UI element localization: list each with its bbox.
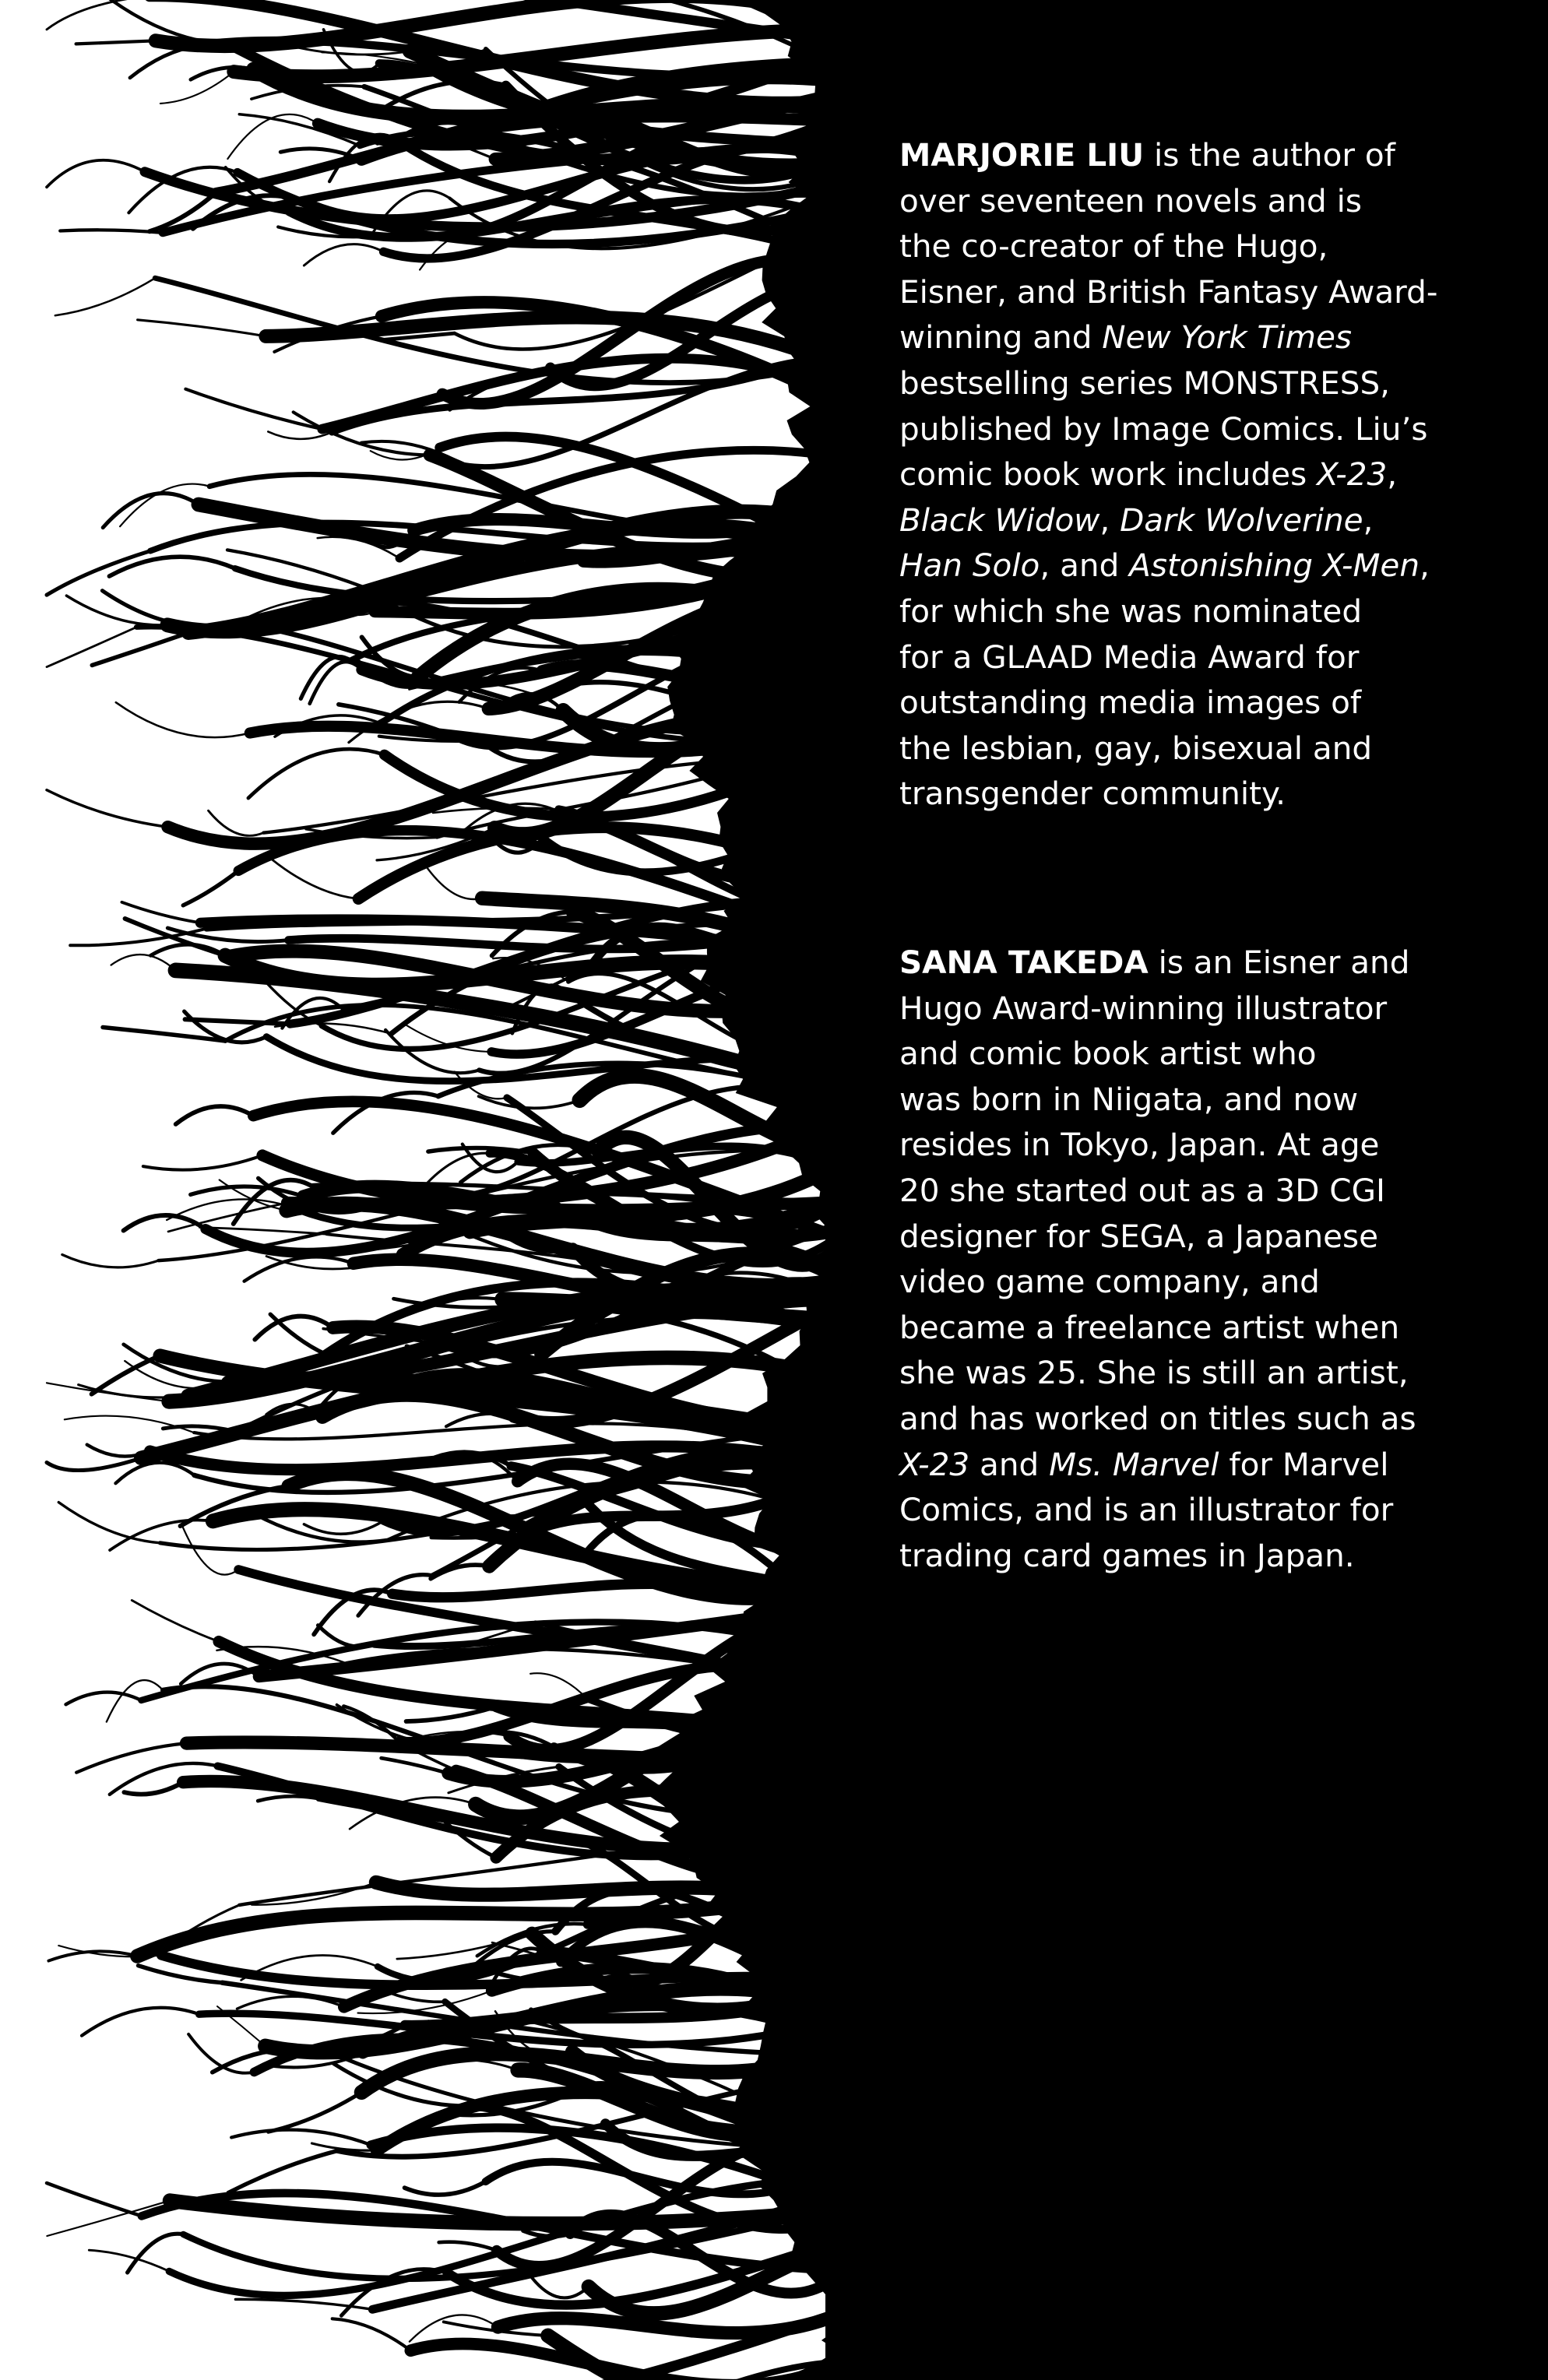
bio-sana-takeda bbox=[899, 940, 1515, 1578]
tendril-tip bbox=[304, 244, 383, 265]
bio-text: , bbox=[1420, 547, 1430, 585]
tendril-tip bbox=[124, 1782, 183, 1794]
tendril-tip bbox=[47, 790, 168, 827]
bio-text: outstanding media images of bbox=[899, 684, 1362, 722]
bio-text: was born in Niigata, and now bbox=[899, 1080, 1359, 1118]
bio-line bbox=[899, 1442, 1515, 1488]
tendril-tip bbox=[231, 2130, 371, 2145]
bio-line bbox=[899, 635, 1515, 680]
tendril-tip bbox=[228, 2151, 337, 2193]
bio-line bbox=[899, 1487, 1515, 1533]
bio-text: bestselling series MONSTRESS, bbox=[899, 364, 1391, 402]
title-italic: Black Widow bbox=[899, 501, 1100, 539]
bio-text: , bbox=[1363, 501, 1374, 539]
bio-text: comic book work includes bbox=[899, 455, 1318, 494]
tendril-tip bbox=[185, 389, 322, 429]
bio-text: for which she was nominated bbox=[899, 592, 1363, 630]
bio-text: trading card games in Japan. bbox=[899, 1536, 1355, 1574]
bio-text: Eisner, and British Fantasy Award- bbox=[899, 272, 1438, 311]
bio-text: and has worked on titles such as bbox=[899, 1399, 1416, 1437]
bio-line bbox=[899, 986, 1515, 1032]
bio-text: , bbox=[1387, 455, 1398, 494]
tendril-tip bbox=[66, 1693, 142, 1705]
bio-line bbox=[899, 1168, 1515, 1214]
tendril-tip bbox=[116, 1463, 195, 1484]
bio-line bbox=[899, 360, 1515, 406]
bio-text: published by Image Comics. Liu’s bbox=[899, 410, 1428, 448]
tendril-tip bbox=[47, 551, 150, 596]
title-italic: Ms. Marvel bbox=[1049, 1445, 1219, 1483]
bio-line bbox=[899, 223, 1515, 269]
bio-text: is an Eisner and bbox=[1148, 944, 1410, 981]
bio-line bbox=[899, 406, 1515, 452]
bio-name: MARJORIE LIU bbox=[899, 136, 1145, 174]
bio-line bbox=[899, 497, 1515, 543]
bio-line bbox=[899, 1214, 1515, 1260]
bio-line bbox=[899, 726, 1515, 772]
bio-text: resides in Tokyo, Japan. At age bbox=[899, 1126, 1380, 1164]
tendril-tip bbox=[248, 749, 385, 798]
tendril-tip bbox=[439, 2242, 497, 2251]
bio-text: for a GLAAD Media Award for bbox=[899, 638, 1360, 676]
tendril-tip bbox=[47, 2183, 142, 2216]
bio-line bbox=[899, 1533, 1515, 1579]
bio-line bbox=[899, 1350, 1515, 1396]
bio-line bbox=[899, 543, 1515, 589]
bio-text: is the author of bbox=[1144, 136, 1395, 174]
title-italic: Dark Wolverine bbox=[1120, 501, 1363, 539]
tendril-tip bbox=[47, 1458, 141, 1471]
bio-line bbox=[899, 132, 1515, 178]
bio-text: the lesbian, gay, bisexual and bbox=[899, 729, 1373, 767]
bio-line bbox=[899, 589, 1515, 635]
bio-text: and bbox=[969, 1445, 1050, 1483]
tendril-tip bbox=[138, 320, 266, 336]
bio-text: became a freelance artist when bbox=[899, 1308, 1400, 1346]
bio-text: the co-creator of the Hugo, bbox=[899, 227, 1328, 265]
bio-line bbox=[899, 1122, 1515, 1168]
tendril-tip bbox=[76, 1743, 186, 1773]
tendril-tip bbox=[304, 1521, 383, 1535]
tendril-tip bbox=[116, 702, 250, 737]
bio-line bbox=[899, 1077, 1515, 1123]
tendril-tip bbox=[65, 1416, 194, 1433]
tendril-tip bbox=[143, 1155, 262, 1170]
bio-line bbox=[899, 1031, 1515, 1077]
tendril-tip bbox=[163, 1426, 235, 1432]
tendril-tip bbox=[209, 810, 264, 835]
bio-line bbox=[899, 771, 1515, 817]
bio-text: and comic book artist who bbox=[899, 1035, 1317, 1073]
bio-text: winning and bbox=[899, 318, 1103, 357]
title-italic: X-23 bbox=[899, 1445, 970, 1483]
tendril-tip bbox=[124, 1215, 206, 1231]
bio-line bbox=[899, 680, 1515, 726]
tendril-tip bbox=[60, 230, 163, 233]
bio-line bbox=[899, 1305, 1515, 1351]
tendril-tip bbox=[176, 1106, 254, 1124]
bio-line bbox=[899, 1259, 1515, 1305]
tendril-tip bbox=[382, 1758, 449, 1774]
tendril-tip bbox=[258, 1796, 318, 1801]
tendril-tip bbox=[111, 954, 176, 970]
bio-text: Hugo Award-winning illustrator bbox=[899, 989, 1388, 1027]
tendril-tip bbox=[92, 633, 188, 666]
tendril-tip bbox=[227, 114, 318, 159]
tendril-tip bbox=[269, 2093, 362, 2132]
tendril-tip bbox=[405, 2181, 486, 2195]
bio-line bbox=[899, 940, 1515, 986]
bio-line bbox=[899, 315, 1515, 360]
bio-line bbox=[899, 1396, 1515, 1442]
title-italic: Han Solo bbox=[899, 547, 1040, 585]
bio-text: Comics, and is an illustrator for bbox=[899, 1491, 1394, 1529]
bio-text: video game company, and bbox=[899, 1263, 1320, 1301]
bio-text: she was 25. She is still an artist, bbox=[899, 1354, 1409, 1392]
tendril-tip bbox=[191, 1186, 304, 1197]
tendril-tip bbox=[47, 160, 145, 188]
tendril-tip bbox=[183, 871, 238, 905]
title-italic: X-23 bbox=[1317, 455, 1388, 494]
title-italic: New York Times bbox=[1102, 318, 1353, 357]
tendril-tip bbox=[82, 2008, 199, 2036]
bio-line bbox=[899, 452, 1515, 497]
title-italic: Astonishing X-Men bbox=[1129, 547, 1420, 585]
bio-text: , bbox=[1099, 501, 1121, 539]
tendril-tip bbox=[425, 864, 483, 899]
bio-line bbox=[899, 178, 1515, 224]
bio-text: for Marvel bbox=[1219, 1445, 1389, 1483]
bio-text: designer for SEGA, a Japanese bbox=[899, 1217, 1379, 1255]
tendril-tip bbox=[55, 278, 155, 315]
tendril-tip bbox=[47, 628, 136, 667]
tendril-tip bbox=[107, 1680, 163, 1722]
tendril-tip bbox=[62, 1255, 159, 1267]
bio-line bbox=[899, 269, 1515, 315]
bio-text: over seventeen novels and is bbox=[899, 181, 1362, 220]
bio-name: SANA TAKEDA bbox=[899, 944, 1149, 981]
bio-text: 20 she started out as a 3D CGI bbox=[899, 1171, 1385, 1209]
bio-marjorie-liu bbox=[899, 132, 1515, 817]
tendril-tip bbox=[58, 1503, 160, 1543]
tendril-tip bbox=[272, 860, 358, 899]
tendril-tip bbox=[128, 2234, 184, 2273]
tendril-group bbox=[47, 0, 837, 2380]
tendril-tip bbox=[87, 1445, 150, 1457]
bio-text: transgender community. bbox=[899, 775, 1286, 813]
tendril-tip bbox=[76, 40, 156, 44]
tendril-tip bbox=[332, 2318, 411, 2350]
tendril-tip bbox=[121, 902, 200, 923]
bio-text: , and bbox=[1040, 547, 1130, 585]
tendril-tip bbox=[132, 1601, 219, 1642]
